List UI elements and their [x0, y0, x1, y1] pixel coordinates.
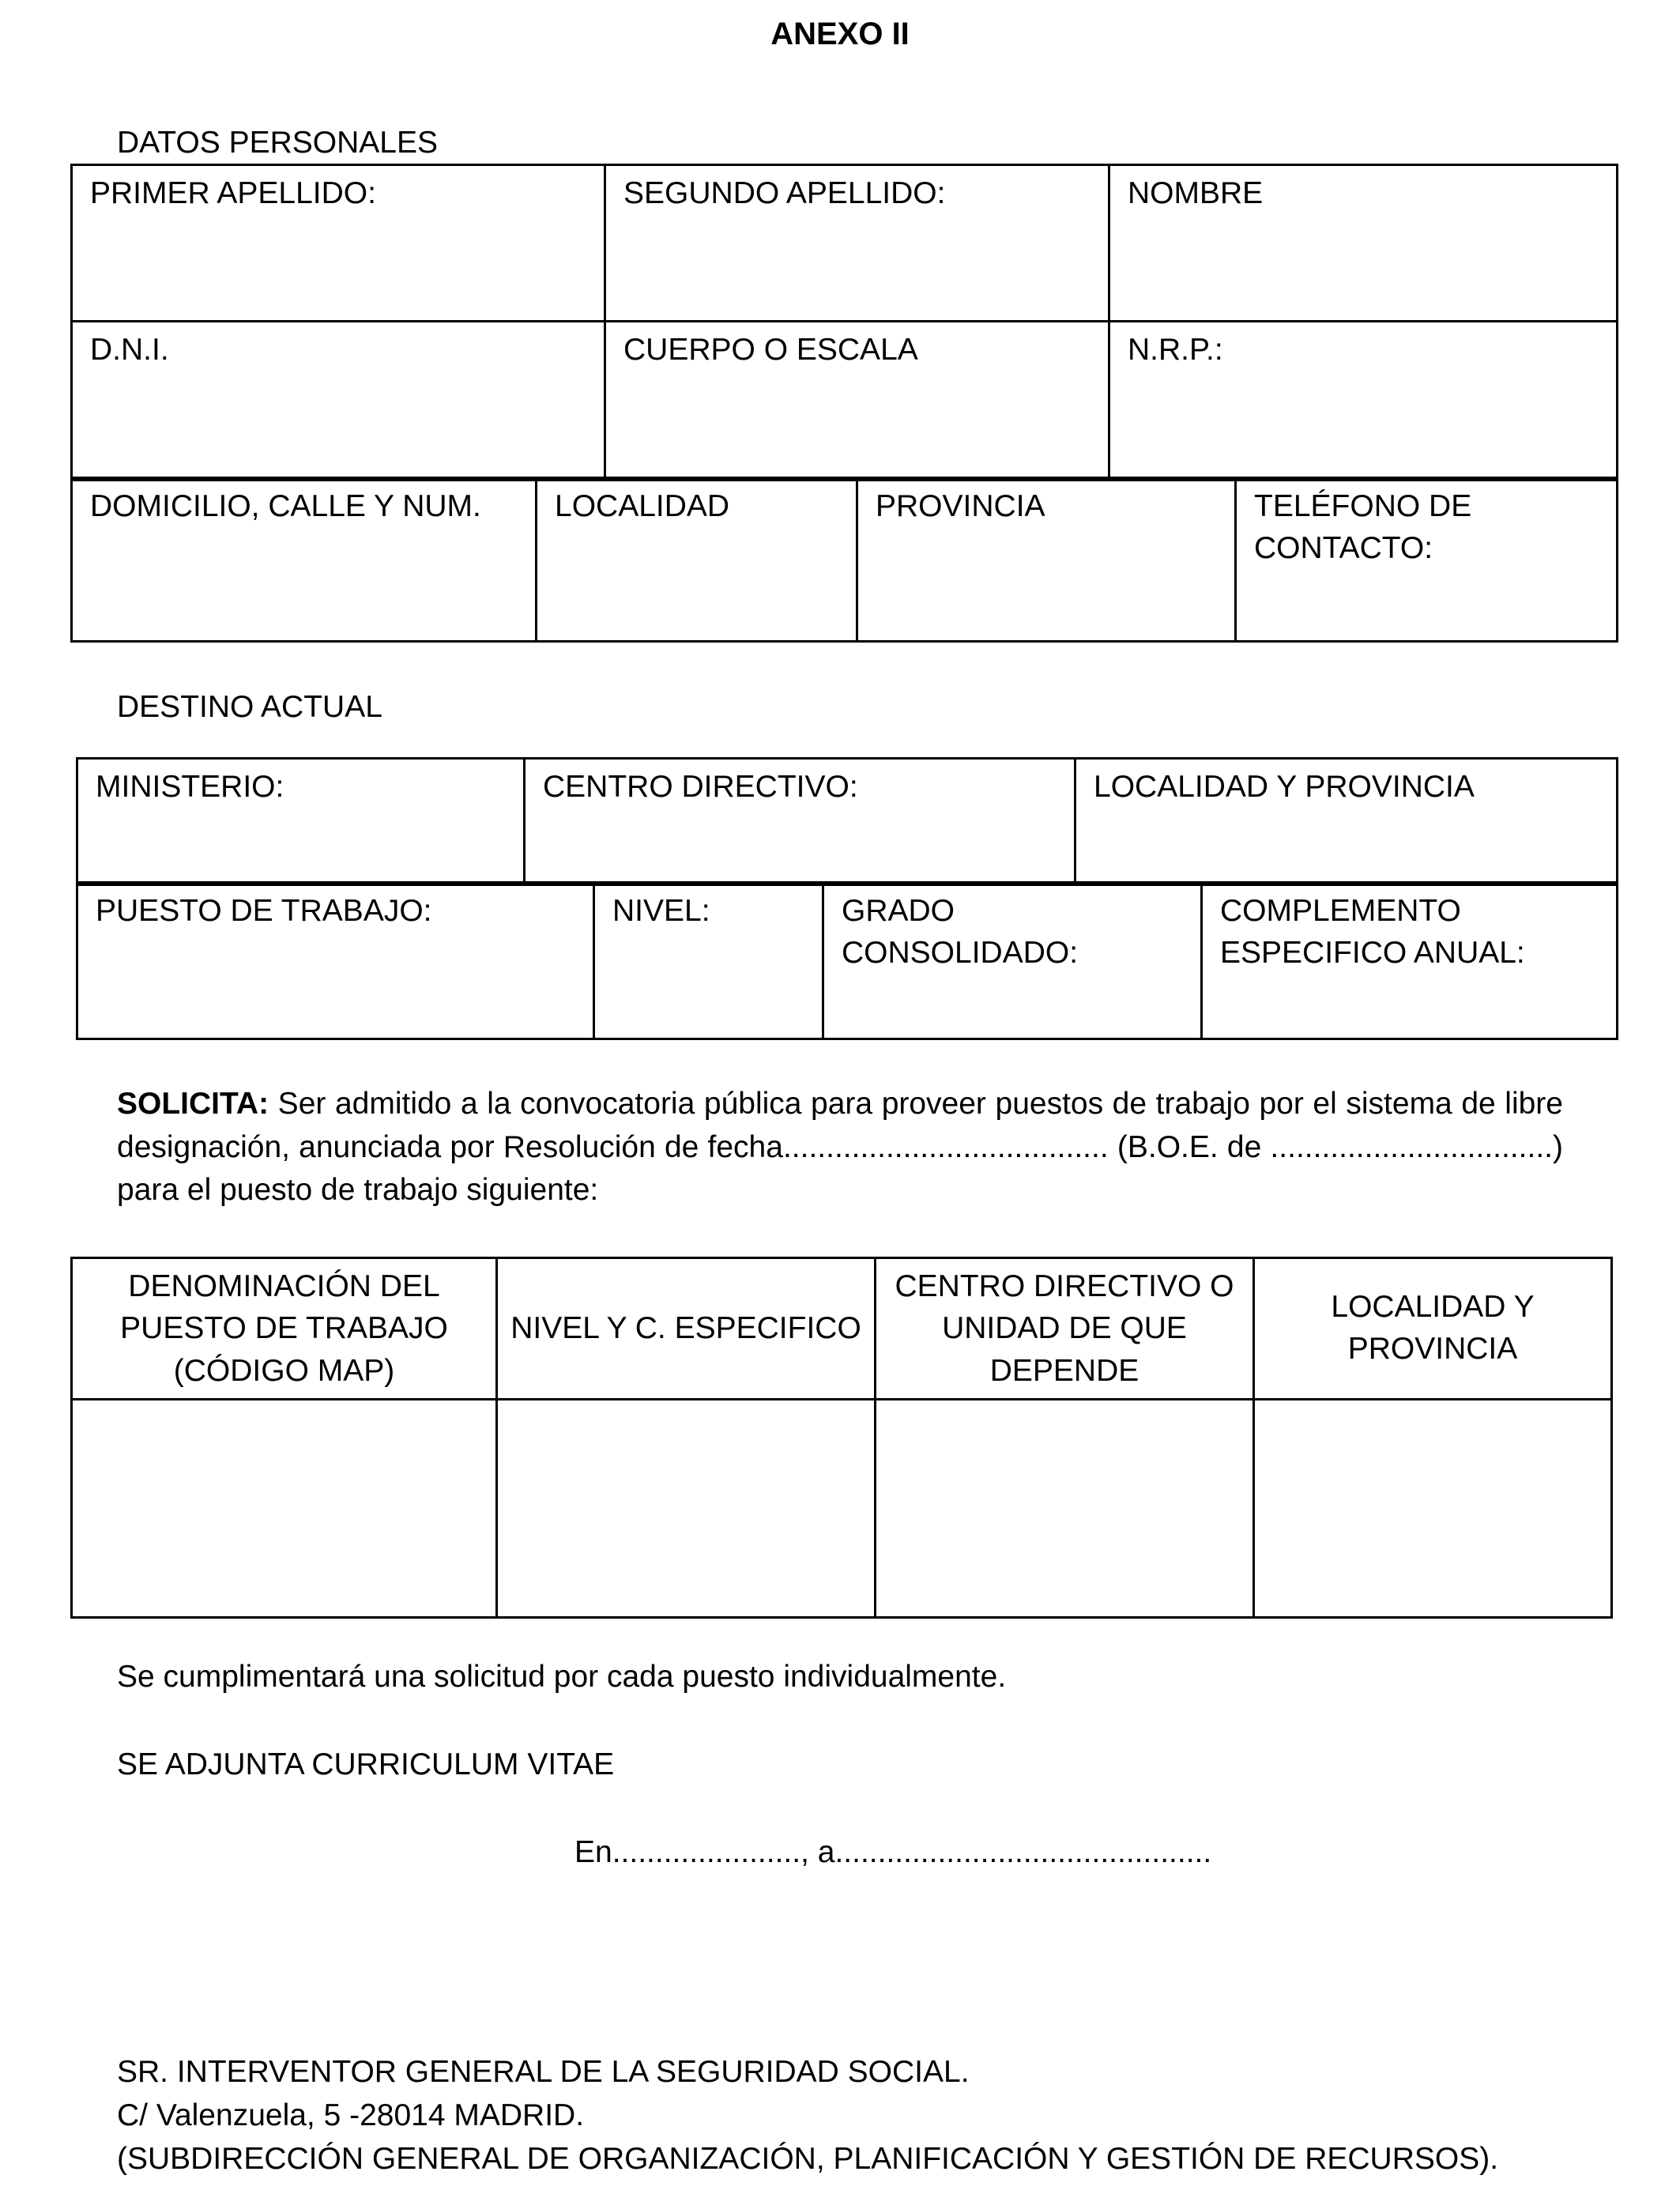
localidad-label: LOCALIDAD: [555, 489, 730, 523]
nivel-field[interactable]: [594, 883, 823, 1039]
nivel-label: NIVEL:: [612, 894, 710, 928]
telefono-label-line2: CONTACTO:: [1254, 531, 1433, 566]
segundo-apellido-field[interactable]: [605, 165, 1109, 322]
complemento-label-line2: ESPECIFICO ANUAL:: [1220, 936, 1525, 971]
note-text: Se cumplimentará una solicitud por cada puesto individualmente.: [117, 1660, 1007, 1694]
input-centro-directivo[interactable]: [876, 1400, 1254, 1618]
localidad-provincia-field[interactable]: [1075, 759, 1618, 885]
complemento-label-line1: COMPLEMENTO: [1220, 894, 1461, 928]
puesto-trabajo-label: PUESTO DE TRABAJO:: [96, 894, 432, 928]
puesto-solicitado-table: [70, 1257, 1613, 1619]
solicita-text: Ser admitido a la convocatoria pública para proveer puestos de trabajo por el sistema de libre designación, anunciada por Resolución de fecha...................................... (B.O.E. de .................................) para el puesto de trabajo siguiente:: [117, 1087, 1563, 1208]
grado-consolidado-field[interactable]: [823, 883, 1202, 1039]
place-date-line[interactable]: En......................, a............................................: [574, 1835, 1212, 1869]
header-nivel-text: NIVEL Y C. ESPECIFICO: [510, 1311, 861, 1346]
header-centro-directivo: [876, 1258, 1254, 1400]
segundo-apellido-label: SEGUNDO APELLIDO:: [623, 176, 946, 210]
datos-personales-table: [70, 164, 1618, 481]
datos-personales-label: DATOS PERSONALES: [117, 126, 439, 160]
provincia-label: PROVINCIA: [876, 489, 1045, 523]
page-title: ANEXO II: [770, 17, 910, 51]
header-denominacion-line3: (CÓDIGO MAP): [173, 1353, 395, 1388]
ministerio-field[interactable]: [77, 759, 525, 885]
destino-actual-table-top: [76, 757, 1618, 886]
cuerpo-escala-label: CUERPO O ESCALA: [623, 333, 918, 367]
complemento-especifico-field[interactable]: [1202, 883, 1618, 1039]
provincia-field[interactable]: [857, 478, 1236, 642]
domicilio-field[interactable]: [72, 478, 537, 642]
destino-actual-label: DESTINO ACTUAL: [117, 690, 382, 724]
domicilio-table: [70, 477, 1618, 643]
addressee-line3: (SUBDIRECCIÓN GENERAL DE ORGANIZACIÓN, PLANIFICACIÓN Y GESTIÓN DE RECURSOS).: [117, 2142, 1499, 2176]
addressee-line2: C/ Valenzuela, 5 -28014 MADRID.: [117, 2098, 585, 2132]
telefono-field[interactable]: [1236, 478, 1618, 642]
input-denominacion[interactable]: [72, 1400, 497, 1618]
ministerio-label: MINISTERIO:: [96, 770, 284, 804]
primer-apellido-field[interactable]: [72, 165, 605, 322]
header-centro-line1: CENTRO DIRECTIVO O: [895, 1269, 1234, 1303]
header-denominacion-line1: DENOMINACIÓN DEL: [128, 1269, 440, 1303]
header-denominacion: [72, 1258, 497, 1400]
header-nivel: [497, 1258, 876, 1400]
input-localidad[interactable]: [1254, 1400, 1612, 1618]
destino-actual-table-bottom: [76, 881, 1618, 1040]
nrp-field[interactable]: [1109, 322, 1618, 481]
input-nivel[interactable]: [497, 1400, 876, 1618]
solicita-label: SOLICITA:: [117, 1087, 269, 1121]
grado-label-line1: GRADO: [842, 894, 955, 928]
domicilio-label: DOMICILIO, CALLE Y NUM.: [90, 489, 481, 523]
nombre-field[interactable]: [1109, 165, 1618, 322]
addressee-line1: SR. INTERVENTOR GENERAL DE LA SEGURIDAD SOCIAL.: [117, 2055, 970, 2089]
telefono-label-line1: TELÉFONO DE: [1254, 489, 1472, 523]
nrp-label: N.R.P.:: [1128, 333, 1223, 367]
header-denominacion-line2: PUESTO DE TRABAJO: [120, 1311, 448, 1346]
dni-field[interactable]: [72, 322, 605, 481]
header-localidad-line1: LOCALIDAD Y: [1331, 1290, 1535, 1324]
header-localidad-line2: PROVINCIA: [1347, 1332, 1518, 1367]
header-localidad: [1254, 1258, 1612, 1400]
localidad-provincia-label: LOCALIDAD Y PROVINCIA: [1094, 770, 1475, 804]
nombre-label: NOMBRE: [1128, 176, 1264, 210]
adjunta-text: SE ADJUNTA CURRICULUM VITAE: [117, 1747, 615, 1781]
dni-label: D.N.I.: [90, 333, 169, 367]
puesto-trabajo-field[interactable]: [77, 883, 594, 1039]
primer-apellido-label: PRIMER APELLIDO:: [90, 176, 376, 210]
centro-directivo-field[interactable]: [525, 759, 1075, 885]
centro-directivo-label: CENTRO DIRECTIVO:: [543, 770, 858, 804]
cuerpo-escala-field[interactable]: [605, 322, 1109, 481]
localidad-field[interactable]: [537, 478, 857, 642]
solicita-paragraph: [117, 1083, 1563, 1212]
grado-label-line2: CONSOLIDADO:: [842, 936, 1079, 971]
header-centro-line2: UNIDAD DE QUE: [942, 1311, 1187, 1346]
header-centro-line3: DEPENDE: [989, 1353, 1139, 1388]
